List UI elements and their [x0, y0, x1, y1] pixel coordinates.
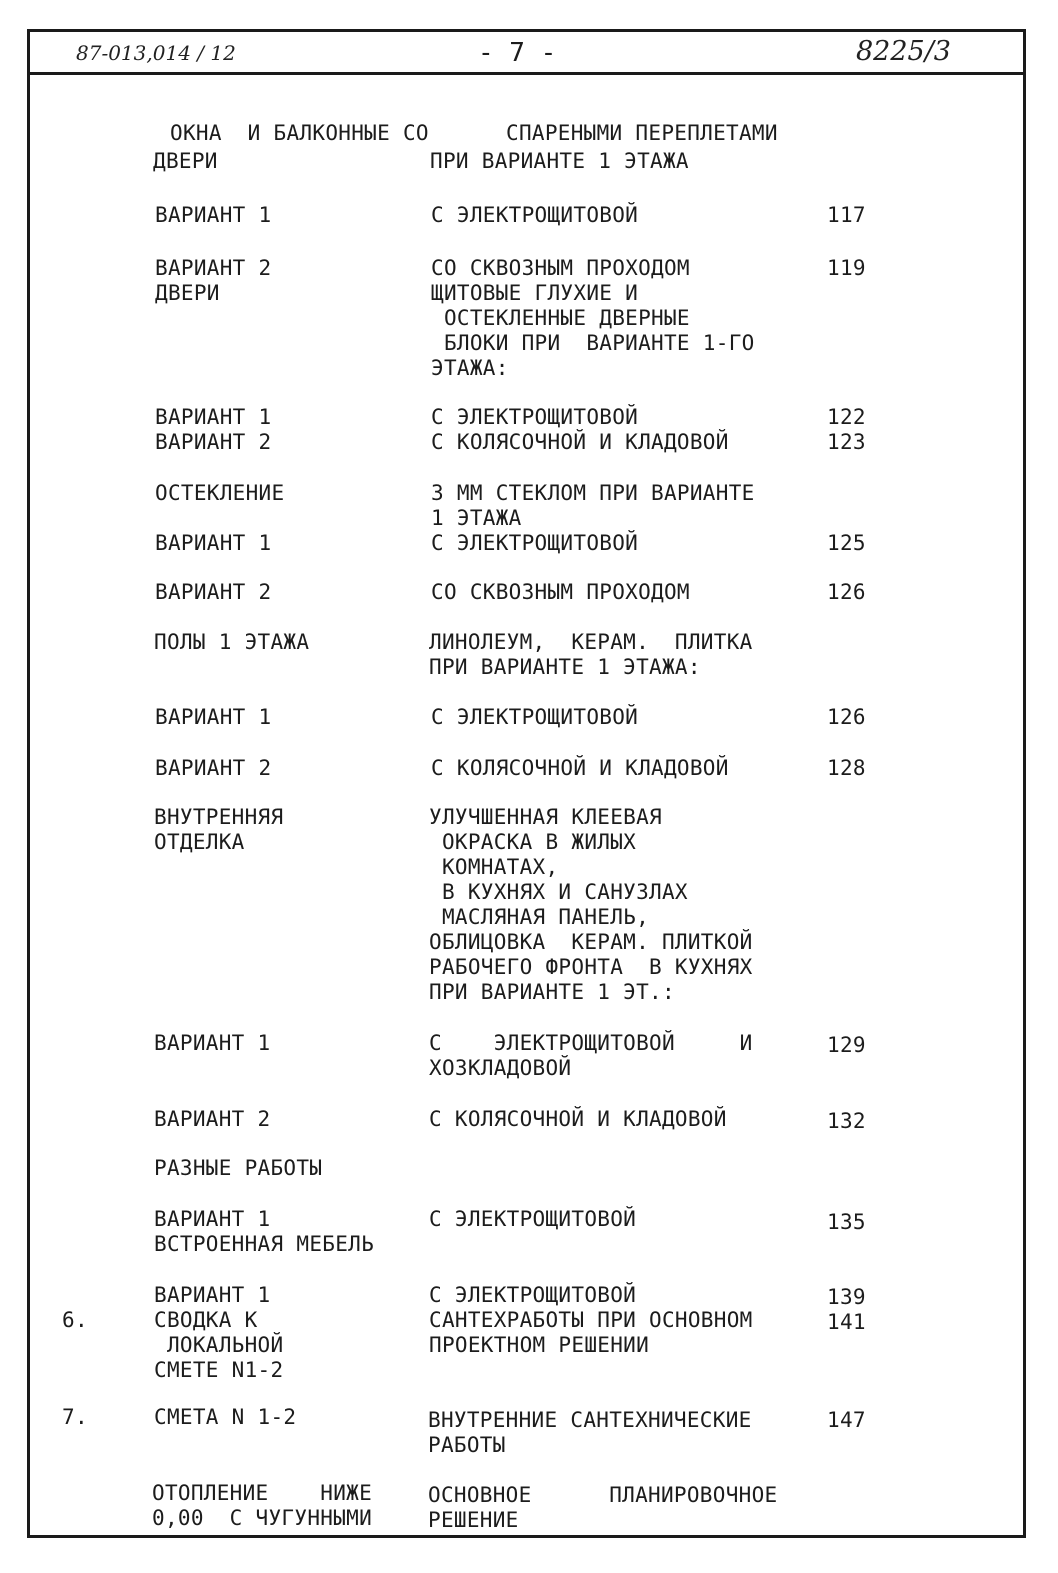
row-left: ПОЛЫ 1 ЭТАЖА [154, 630, 310, 654]
row-right: С КОЛЯСОЧНОЙ И КЛАДОВОЙ [429, 1107, 727, 1131]
row-left: ОКНА И БАЛКОННЫЕ СО [170, 121, 429, 145]
row-right: СО СКВОЗНЫМ ПРОХОДОМ [431, 580, 690, 604]
item-number-6: 6. [62, 1308, 88, 1332]
row-left: ВАРИАНТ 1 [154, 1031, 271, 1055]
row-right: ВНУТРЕННИЕ САНТЕХНИЧЕСКИЕ РАБОТЫ [428, 1408, 752, 1457]
row-page: 122 123 [827, 405, 866, 454]
row-left: ВАРИАНТ 1 [155, 203, 272, 227]
row-left: ДВЕРИ [153, 149, 218, 173]
row-right: С ЭЛЕКТРОЩИТОВОЙ С КОЛЯСОЧНОЙ И КЛАДОВОЙ [431, 405, 729, 454]
header-doc-number: 8225/3 [856, 36, 951, 67]
row-page: 119 [827, 256, 866, 280]
row-left: ВАРИАНТ 2 [154, 1107, 271, 1131]
header-code: 87-013,014 / 12 [76, 41, 236, 65]
row-left: ВАРИАНТ 2 [155, 580, 272, 604]
row-page: 125 [827, 531, 866, 555]
row-right: С ЭЛЕКТРОЩИТОВОЙ [431, 705, 639, 729]
header-page-number: - 7 - [478, 38, 557, 68]
row-right: 3 ММ СТЕКЛОМ ПРИ ВАРИАНТЕ 1 ЭТАЖА [431, 481, 755, 530]
row-page: 128 [827, 756, 866, 780]
row-page: 126 [827, 705, 866, 729]
row-page: 135 [827, 1210, 866, 1234]
row-left: ВАРИАНТ 1 СВОДКА К ЛОКАЛЬНОЙ СМЕТЕ N1-2 [154, 1283, 284, 1382]
row-right: ОСНОВНОЕ ПЛАНИРОВОЧНОЕ РЕШЕНИЕ [428, 1483, 778, 1532]
row-right: УЛУЧШЕННАЯ КЛЕЕВАЯ ОКРАСКА В ЖИЛЫХ КОМНАТАХ, В КУХНЯХ И САНУЗЛАХ МАСЛЯНАЯ ПАНЕЛЬ, ОБЛИЦОВКА КЕРАМ. ПЛИТКОЙ РАБОЧЕГО ФРОНТА В КУХНЯХ ПРИ ВАРИАНТЕ 1 ЭТ.: [429, 805, 753, 1004]
row-left: СМЕТА N 1-2 [154, 1405, 297, 1429]
row-right: С КОЛЯСОЧНОЙ И КЛАДОВОЙ [431, 756, 729, 780]
row-right: С ЭЛЕКТРОЩИТОВОЙ [431, 203, 639, 227]
row-right: С ЭЛЕКТРОЩИТОВОЙ [429, 1207, 637, 1231]
row-page: 147 [827, 1408, 866, 1432]
row-left: ВАРИАНТ 1 [155, 531, 272, 555]
row-page: 126 [827, 580, 866, 604]
row-right: С ЭЛЕКТРОЩИТОВОЙ И ХОЗКЛАДОВОЙ [429, 1031, 753, 1080]
item-number-7: 7. [62, 1405, 88, 1429]
row-left: ВАРИАНТ 2 ДВЕРИ [155, 256, 272, 305]
row-left: ВАРИАНТ 1 ВАРИАНТ 2 [155, 405, 272, 454]
row-page: 139 141 [827, 1285, 866, 1334]
row-left: РАЗНЫЕ РАБОТЫ [154, 1156, 323, 1180]
row-left: ОСТЕКЛЕНИЕ [155, 481, 285, 505]
row-page: 129 [827, 1033, 866, 1057]
row-left: ВАРИАНТ 2 [155, 756, 272, 780]
row-page: 132 [827, 1109, 866, 1133]
row-right: ЛИНОЛЕУМ, КЕРАМ. ПЛИТКА ПРИ ВАРИАНТЕ 1 ЭТАЖА: [429, 630, 753, 679]
row-left: ОТОПЛЕНИЕ НИЖЕ 0,00 С ЧУГУННЫМИ [152, 1481, 373, 1530]
row-left: ВНУТРЕННЯЯ ОТДЕЛКА [154, 805, 284, 854]
row-right: СПАРЕНЫМИ ПЕРЕПЛЕТАМИ [506, 121, 778, 145]
row-page: 117 [827, 203, 866, 227]
header-divider [27, 72, 1026, 75]
row-right: ПРИ ВАРИАНТЕ 1 ЭТАЖА [430, 149, 689, 173]
row-left: ВАРИАНТ 1 ВСТРОЕННАЯ МЕБЕЛЬ [154, 1207, 375, 1256]
row-left: ВАРИАНТ 1 [155, 705, 272, 729]
row-right: С ЭЛЕКТРОЩИТОВОЙ [431, 531, 639, 555]
row-right: СО СКВОЗНЫМ ПРОХОДОМ ЩИТОВЫЕ ГЛУХИЕ И ОСТЕКЛЕННЫЕ ДВЕРНЫЕ БЛОКИ ПРИ ВАРИАНТЕ 1-ГО ЭТАЖА: [431, 256, 755, 380]
row-right: С ЭЛЕКТРОЩИТОВОЙ САНТЕХРАБОТЫ ПРИ ОСНОВНОМ ПРОЕКТНОМ РЕШЕНИИ [429, 1283, 753, 1357]
